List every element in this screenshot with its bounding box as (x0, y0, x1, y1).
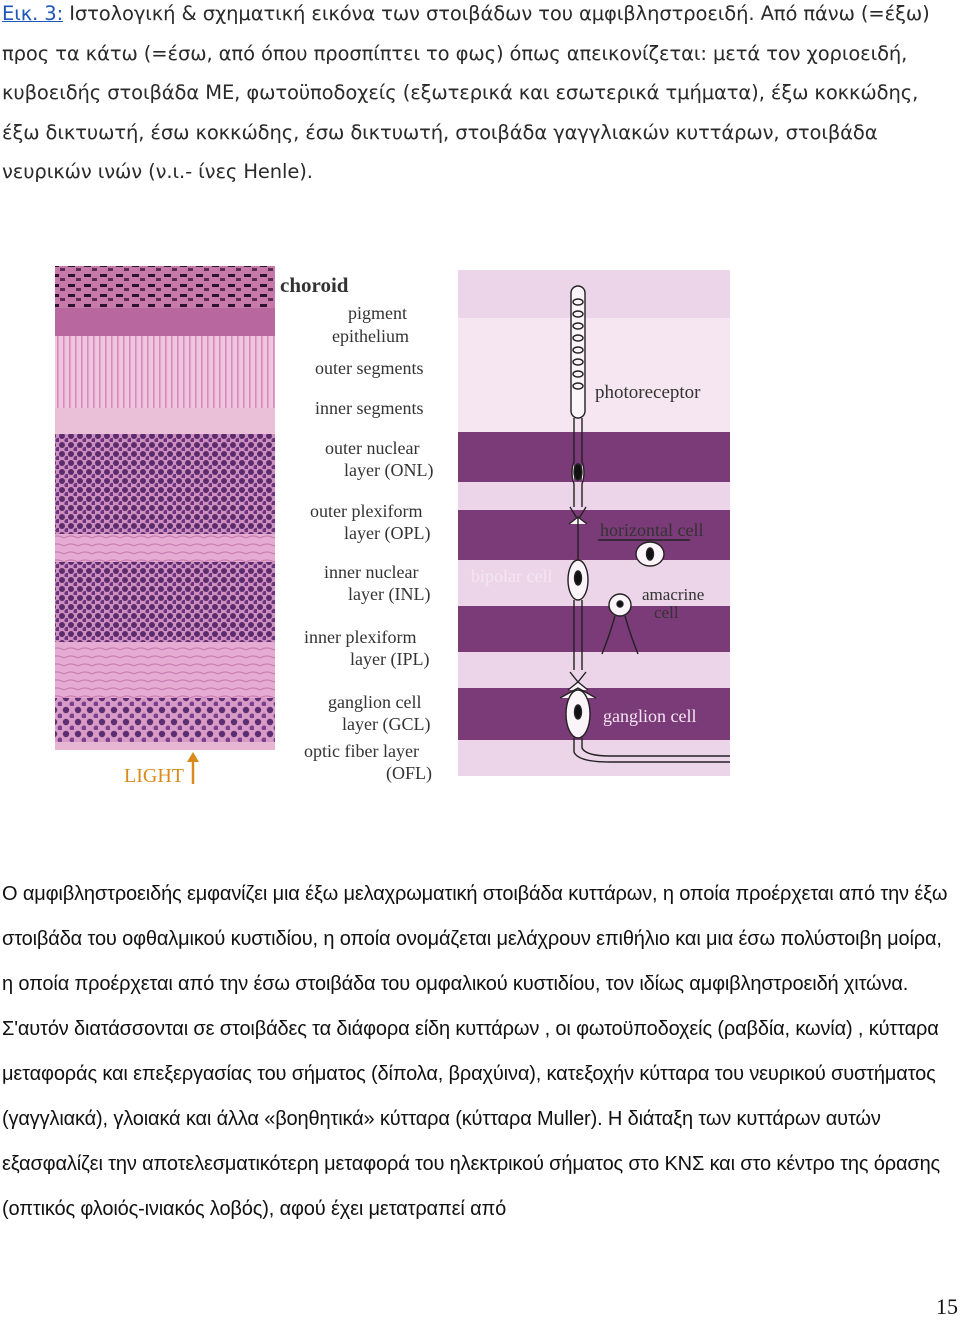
svg-text:layer (OPL): layer (OPL) (344, 523, 431, 543)
label-inl: inner nuclear (324, 562, 419, 582)
label-bipolar-cell: bipolar cell (471, 566, 553, 586)
svg-text:(OFL): (OFL) (386, 763, 432, 783)
body-paragraph (2, 872, 957, 1232)
figure-caption (2, 0, 952, 192)
label-amacrine: amacrine (642, 585, 705, 604)
svg-text:layer (GCL): layer (GCL) (342, 714, 431, 734)
page-number: 15 (936, 1294, 958, 1319)
label-opl: outer plexiform (310, 501, 423, 521)
svg-text:layer (IPL): layer (IPL) (350, 649, 430, 669)
light-arrow (124, 752, 199, 787)
layer-labels (280, 273, 433, 784)
label-gcl: ganglion cell (328, 692, 422, 712)
label-amacrine-cell: cell (654, 603, 679, 622)
label-ganglion-cell: ganglion cell (603, 706, 697, 726)
label-horizontal-cell: horizontal cell (600, 520, 704, 540)
label-onl: outer nuclear (325, 438, 420, 458)
label-choroid: choroid (280, 273, 349, 297)
label-pigment-epithelium: pigment (348, 303, 407, 323)
histology-column (55, 266, 275, 750)
svg-text:layer (ONL): layer (ONL) (344, 460, 434, 480)
svg-text:epithelium: epithelium (332, 326, 409, 346)
caption-label: Εικ. 3: (2, 2, 64, 25)
label-photoreceptor: photoreceptor (595, 382, 701, 403)
body-text: Ο αμφιβληστροειδής εμφανίζει μια έξω μελαχρωματική στοιβάδα κυττάρων, η οποία προέρχεται από την έξω στοιβάδα του οφθαλμικού κυστιδίου, η οποία ονομάζεται μελάχρουν επιθήλιο και μια έσω πολύστοιβη μοίρα, η οποία προέρχεται από την έσω στοιβάδα του ομφαλικού κυστιδίου, τον ιδίως αμφιβληστροειδή χιτώνα. Σ'αυτόν διατάσσονται σε στοιβάδες τα διάφορα είδη κυττάρων , οι φωτοϋποδοχείς (ραβδία, κωνία) , κύτταρα μεταφοράς και επεξεργασίας του σήματος (δίπολα, βραχύινα), κατεξοχήν κύτταρα του νευρικού συστήματος (γαγγλιακά), γλοιακά και άλλα «βοηθητικά» κύτταρα (κύτταρα Muller). Η διάταξη των κυττάρων αυτών εξασφαλίζει την αποτελεσματικότερη μεταφορά του ηλεκτρικού σήματος στο ΚΝΣ και στο κέντρο της όρασης (οπτικός φλοιός-ινιακός λοβός), αφού έχει μετατραπεί από (2, 883, 948, 1220)
retina-figure (50, 262, 740, 792)
svg-text:layer (INL): layer (INL) (348, 584, 431, 604)
light-label: LIGHT (124, 765, 184, 787)
caption-text: Ιστολογική & σχηματική εικόνα των στοιβάδων του αμφιβληστροειδή. Από πάνω (=έξω) προς τα κάτω (=έσω, από όπου προσπίπτει το φως) όπως απεικονίζεται: μετά τον χοριοειδή, κυβοειδής στοιβάδα ΜΕ, φωτοϋποδοχείς (εξωτερικά και εσωτερικά τμήματα), έξω κοκκώδης, έξω δικτυωτή, έσω κοκκώδης, έσω δικτυωτή, στοιβάδα γαγγλιακών κυττάρων, στοιβάδα νευρικών ινών (ν.ι.- ίνες Henle). (2, 2, 930, 183)
label-ofl: optic fiber layer (304, 741, 419, 761)
label-ipl: inner plexiform (304, 627, 417, 647)
label-outer-segments: outer segments (315, 358, 424, 378)
label-inner-segments: inner segments (315, 398, 424, 418)
